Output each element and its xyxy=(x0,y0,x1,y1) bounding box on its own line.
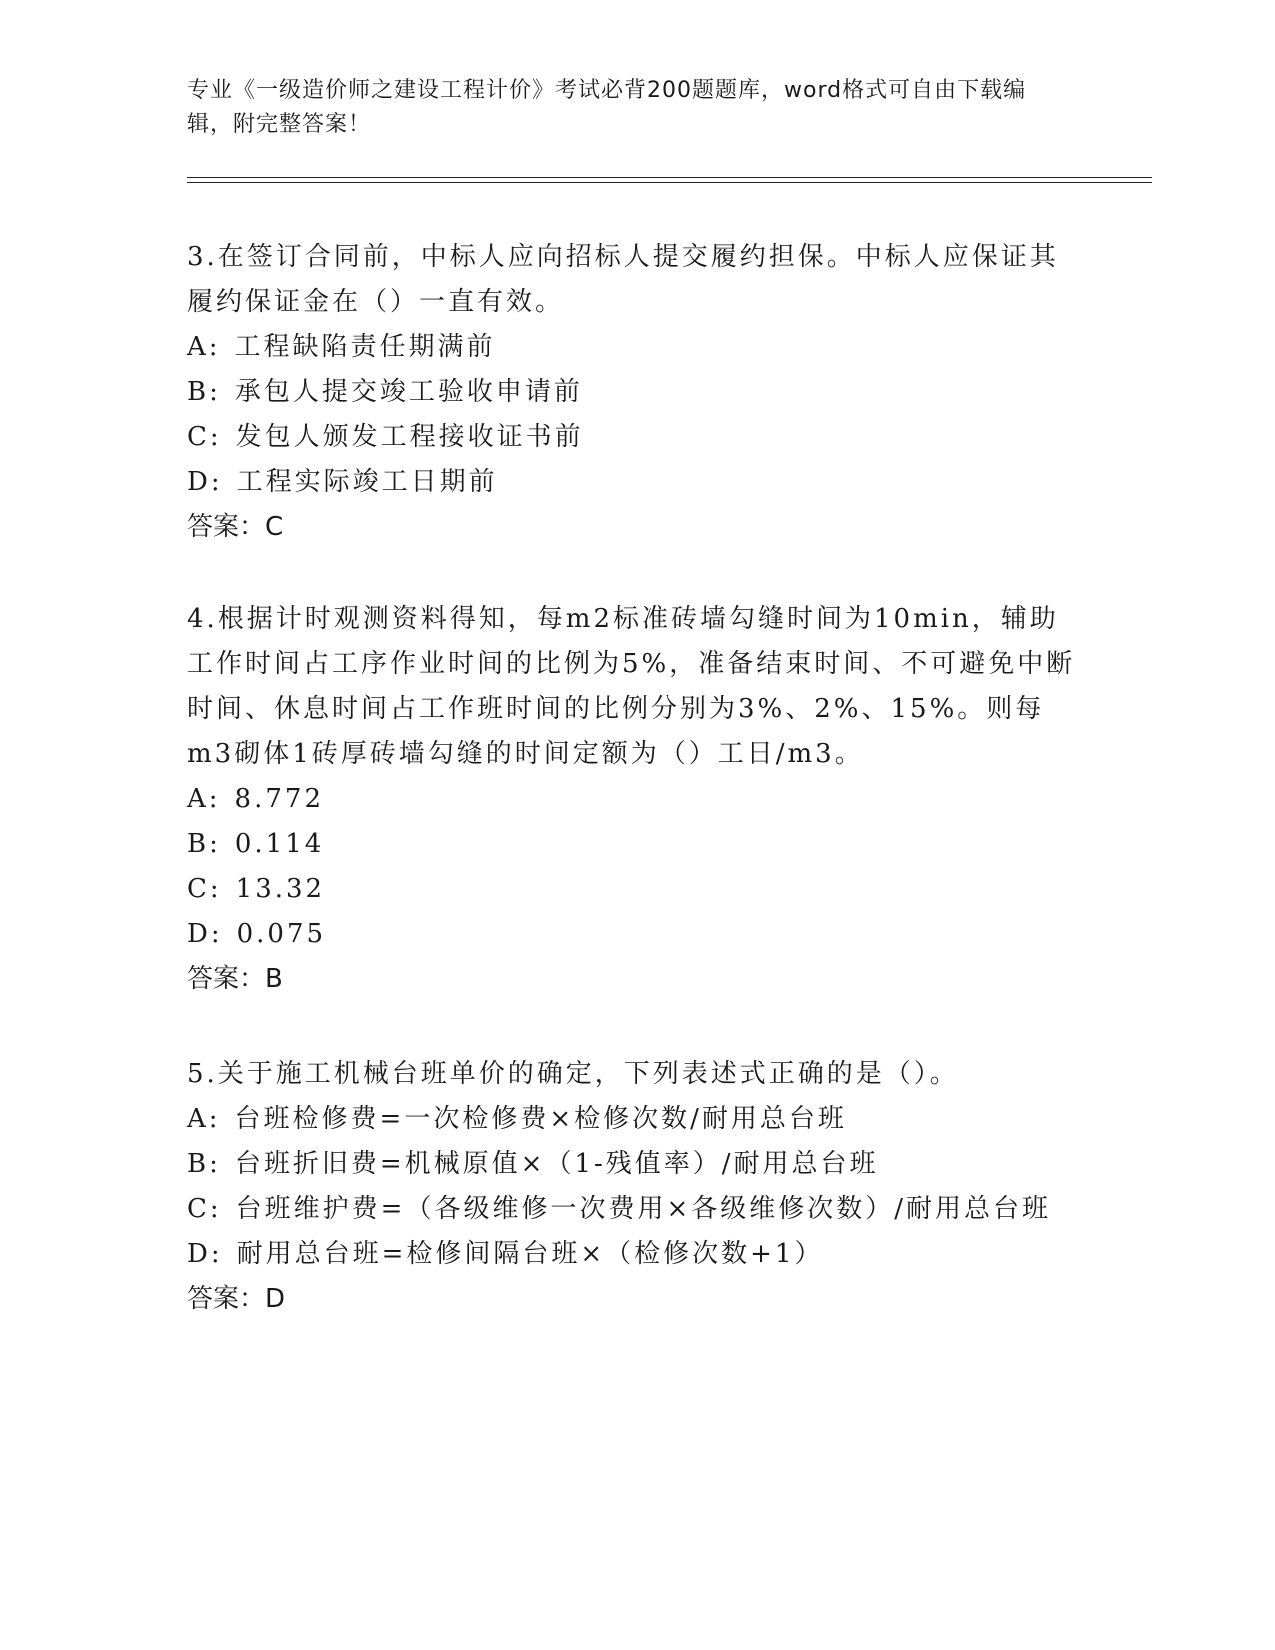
header-rule-bottom xyxy=(187,182,1152,183)
option-b xyxy=(187,1142,1077,1187)
option-text: 发包人颁发工程接收证书前 xyxy=(235,422,584,452)
option-key: D: xyxy=(187,1239,223,1269)
option-text: 台班检修费=一次检修费×检修次数/耐用总台班 xyxy=(234,1104,847,1134)
option-key: D: xyxy=(187,919,223,949)
option-text: 0.075 xyxy=(236,919,327,949)
question-stem: 5.关于施工机械台班单价的确定，下列表述式正确的是（）。 xyxy=(187,1059,959,1089)
question-3 xyxy=(187,235,1077,550)
option-key: C: xyxy=(187,422,222,452)
answer-line: 答案：D xyxy=(187,1284,286,1314)
question-4 xyxy=(187,597,1077,1002)
answer-line: 答案：B xyxy=(187,964,283,994)
option-text: 台班折旧费=机械原值×（1-残值率）/耐用总台班 xyxy=(234,1149,879,1179)
option-b xyxy=(187,822,1077,867)
option-c xyxy=(187,1187,1077,1232)
option-b xyxy=(187,370,1077,415)
option-text: 工程缺陷责任期满前 xyxy=(234,332,496,362)
option-c xyxy=(187,867,1077,912)
option-a xyxy=(187,325,1077,370)
option-a xyxy=(187,1097,1077,1142)
question-5 xyxy=(187,1052,1077,1322)
option-d xyxy=(187,460,1077,505)
option-text: 8.772 xyxy=(234,784,324,814)
option-text: 工程实际竣工日期前 xyxy=(236,467,498,497)
option-key: A: xyxy=(187,332,221,362)
option-d xyxy=(187,912,1077,957)
option-text: 0.114 xyxy=(234,829,325,859)
option-key: D: xyxy=(187,467,223,497)
option-key: B: xyxy=(187,1149,221,1179)
option-d xyxy=(187,1232,1077,1277)
option-key: A: xyxy=(187,784,221,814)
option-text: 承包人提交竣工验收申请前 xyxy=(234,377,583,407)
option-key: B: xyxy=(187,377,221,407)
option-key: B: xyxy=(187,829,221,859)
option-c xyxy=(187,415,1077,460)
document-header: 专业《一级造价师之建设工程计价》考试必背200题题库，word格式可自由下载编辑，附完整答案！ xyxy=(187,78,1027,137)
header-rule-top xyxy=(187,177,1152,178)
option-text: 台班维护费=（各级维修一次费用×各级维修次数）/耐用总台班 xyxy=(235,1194,1051,1224)
question-stem: 3.在签订合同前，中标人应向招标人提交履约担保。中标人应保证其履约保证金在（）一直有效。 xyxy=(187,242,1059,317)
option-key: A: xyxy=(187,1104,221,1134)
question-stem: 4.根据计时观测资料得知，每m2标准砖墙勾缝时间为10min，辅助工作时间占工序作业时间的比例为5%，准备结束时间、不可避免中断时间、休息时间占工作班时间的比例分别为3%、2%、15%。则每m3砌体1砖厚砖墙勾缝的时间定额为（）工日/m3。 xyxy=(187,604,1076,769)
answer-line: 答案：C xyxy=(187,512,284,542)
option-text: 13.32 xyxy=(235,874,326,904)
option-text: 耐用总台班=检修间隔台班×（检修次数+1） xyxy=(236,1239,824,1269)
option-key: C: xyxy=(187,874,222,904)
option-key: C: xyxy=(187,1194,222,1224)
option-a xyxy=(187,777,1077,822)
